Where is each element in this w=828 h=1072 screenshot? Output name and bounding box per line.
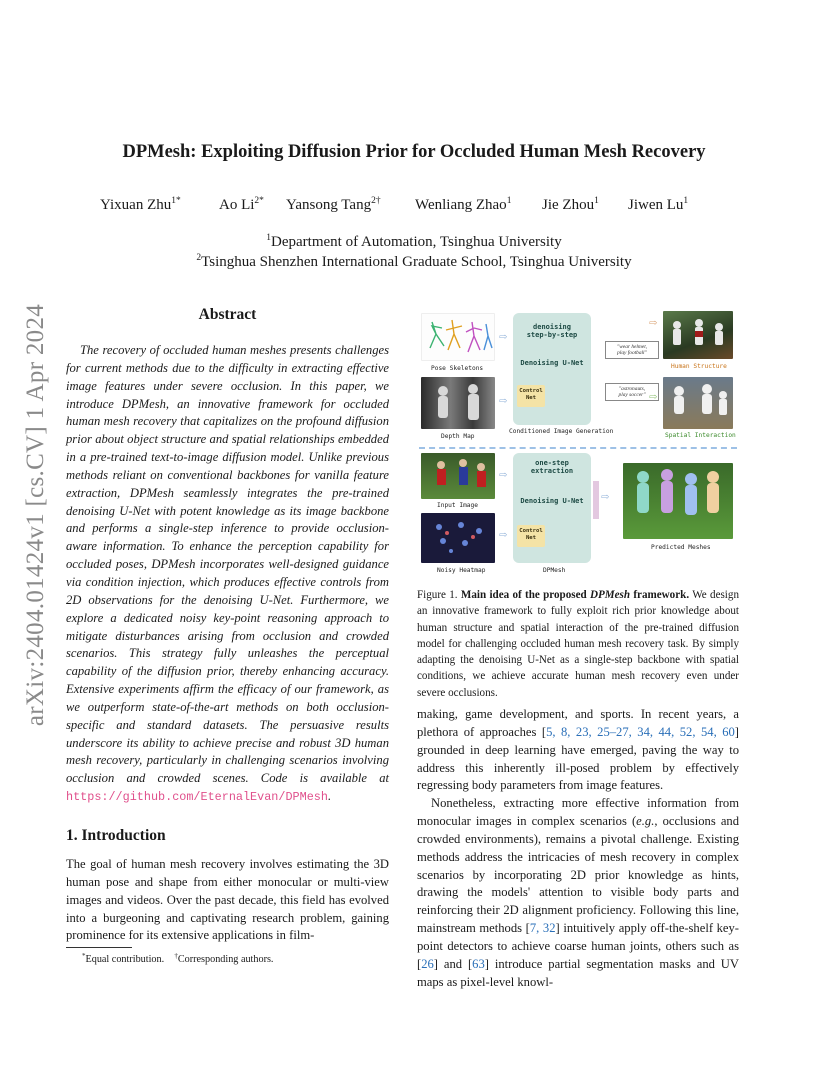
figure-caption: Figure 1. Main idea of the proposed DPMesh framework. We design an innovative framework to fully exploit rich prior knowledge about human structure and spatial interaction of the pre-trained diffusion model for challenging occluded human mesh recovery task. By simply adapting the denoising U-Net as a single-step backbone with spatial conditions, we achieve accurate human mesh recovery even under severe occlusions. (417, 589, 739, 699)
astronauts-image (663, 377, 733, 429)
abstract-body: The recovery of occluded human meshes presents challenges for current methods due to the difficulty in extracting effective image features under severe occlusion. In this paper, we introduce DPMesh, an innovative framework for occluded human mesh recovery that capitalizes on the profound diffusion prior about object structure and spatial relationships embedded in a pre-trained text-to-image diffusion model. Unlike previous methods reliant on conventional backbones for vanilla feature extraction, DPMesh seamlessly integrates the pre-trained denoising U-Net with potent knowledge as its image backbone and performs a single-step inference to provide occlusion-aware information. To enhance the perception capability for occluded poses, DPMesh incorporates well-designed guidance via condition injection, which produces effective controls from 2D observations for the denoising U-Net. Furthermore, we explore a dedicated noisy key-point reasoning approach to mitigate disturbances arising from occlusion and crowded scenarios. This strategy fully unleashes the perceptual capability of the diffusion prior, thereby enhancing accuracy. Extensive experiments affirm the efficacy of our framework, as we outperform state-of-the-art methods on both occlusion-specific and standard datasets. The persuasive results underscore its ability to achieve precise and robust 3D human mesh recovery, particularly in challenging scenarios involving occlusion and crowded scenes. Code is available at https://github.com/EternalEvan/DPMesh. (66, 343, 389, 805)
section-heading: 1. Introduction (66, 827, 166, 844)
footnote: *Equal contribution. †Corresponding authors. (82, 952, 274, 965)
control-net-bottom: Control Net (517, 525, 545, 547)
denoising-unet-top: denoising step-by-step Denoising U-Net (513, 313, 591, 425)
citation-link[interactable]: 26 (421, 956, 434, 971)
citation-link[interactable]: 5, 8, 23, 25–27, 34, 44, 52, 54, 60 (546, 724, 735, 739)
depth-map-image (421, 377, 495, 429)
author: Wenliang Zhao$^1$ (415, 196, 512, 213)
spatial-interaction-label: Spatial Interaction (665, 432, 736, 439)
conditioned-generation-label: Conditioned Image Generation (509, 428, 614, 435)
arrow-icon: ⇨ (649, 392, 658, 403)
arrow-icon: ⇨ (499, 332, 508, 343)
author-list (100, 196, 728, 216)
paragraph: making, game development, and sports. In recent years, a plethora of approaches [5, 8, 23, 25–27, 34, 44, 52, 54, 60] grounded in deep learning have emerged, paving the way to address this inherently ill-posed problem by effectively regressing body parameters from image features. (417, 707, 739, 793)
code-link[interactable]: https://github.com/EternalEvan/DPMesh (66, 790, 328, 805)
arrow-icon: ⇨ (499, 530, 508, 541)
author: Jie Zhou$^1$ (542, 196, 599, 213)
abstract-heading: Abstract (198, 306, 257, 323)
human-structure-label: Human Structure (671, 363, 727, 370)
pose-skeletons-label: Pose Skeletons (431, 365, 484, 372)
feature-bar (593, 481, 599, 519)
citation-link[interactable]: 63 (472, 956, 485, 971)
author: Jiwen Lu$^1$ (628, 196, 689, 213)
arrow-icon: ⇨ (649, 318, 658, 329)
predicted-meshes-image (623, 463, 733, 539)
prompt-bubble: "astronauts, play soccer" (605, 383, 659, 401)
arrow-icon: ⇨ (499, 470, 508, 481)
dpmesh-label: DPMesh (543, 567, 566, 574)
pose-skeleton-image (421, 313, 495, 361)
denoising-unet-bottom: one-step extraction Denoising U-Net (513, 453, 591, 563)
intro-paragraph: The goal of human mesh recovery involves estimating the 3D human pose and shape from either monocular or multi-view images and videos. Over the past decade, this field has evolved into a burgeoning and captivating research problem, gaining prominence for its extensive applications in film- (66, 857, 389, 943)
input-image-label: Input Image (437, 502, 478, 509)
depth-map-label: Depth Map (441, 433, 475, 440)
arxiv-id[interactable]: arXiv:2404.01424v1 [cs.CV] 1 Apr 2024 (22, 303, 49, 727)
noisy-heatmap-label: Noisy Heatmap (437, 567, 486, 574)
citation-link[interactable]: 7, 32 (529, 921, 556, 936)
control-net-top: Control Net (517, 385, 545, 407)
paragraph: Nonetheless, extracting more effective information from monocular images in complex scenarios (e.g., occlusions and crowded environments), remains a pivotal challenge. Existing methods address the intricacies of mesh recovery in complex scenarios by incorporating 2D prior knowledge as hints, drawing the models' attention to visible body parts and reinforcing their 2D alignment proficiency. Following this line, mainstream methods [7, 32] intuitively apply off-the-shelf key-point detectors to achieve coarse human joints, others such as [26] and [63] introduce partial segmentation masks and UV maps as pixel-level knowl- (417, 796, 740, 989)
paper-title: DPMesh: Exploiting Diffusion Prior for Occluded Human Mesh Recovery (122, 142, 706, 162)
footnote-rule (66, 947, 132, 948)
author: Yixuan Zhu$^{1*}$ (100, 196, 181, 213)
intro-continued (417, 706, 739, 992)
arrow-icon: ⇨ (601, 492, 610, 503)
separator (419, 447, 737, 449)
affiliation: $^1$Department of Automation, Tsinghua University (266, 233, 562, 250)
affiliation: $^2$Tsinghua Shenzhen International Graduate School, Tsinghua University (196, 253, 632, 270)
noisy-heatmap-image (421, 513, 495, 563)
author: Yansong Tang$^{2\dagger}$ (286, 196, 381, 213)
prompt-bubble: "wear helmet, play football" (605, 341, 659, 359)
input-image (421, 453, 495, 499)
author: Ao $Li^{2*}$ (219, 196, 264, 213)
predicted-meshes-label: Predicted Meshes (651, 544, 711, 551)
football-players-image (663, 311, 733, 359)
figure-1 (417, 305, 740, 580)
arrow-icon: ⇨ (499, 396, 508, 407)
